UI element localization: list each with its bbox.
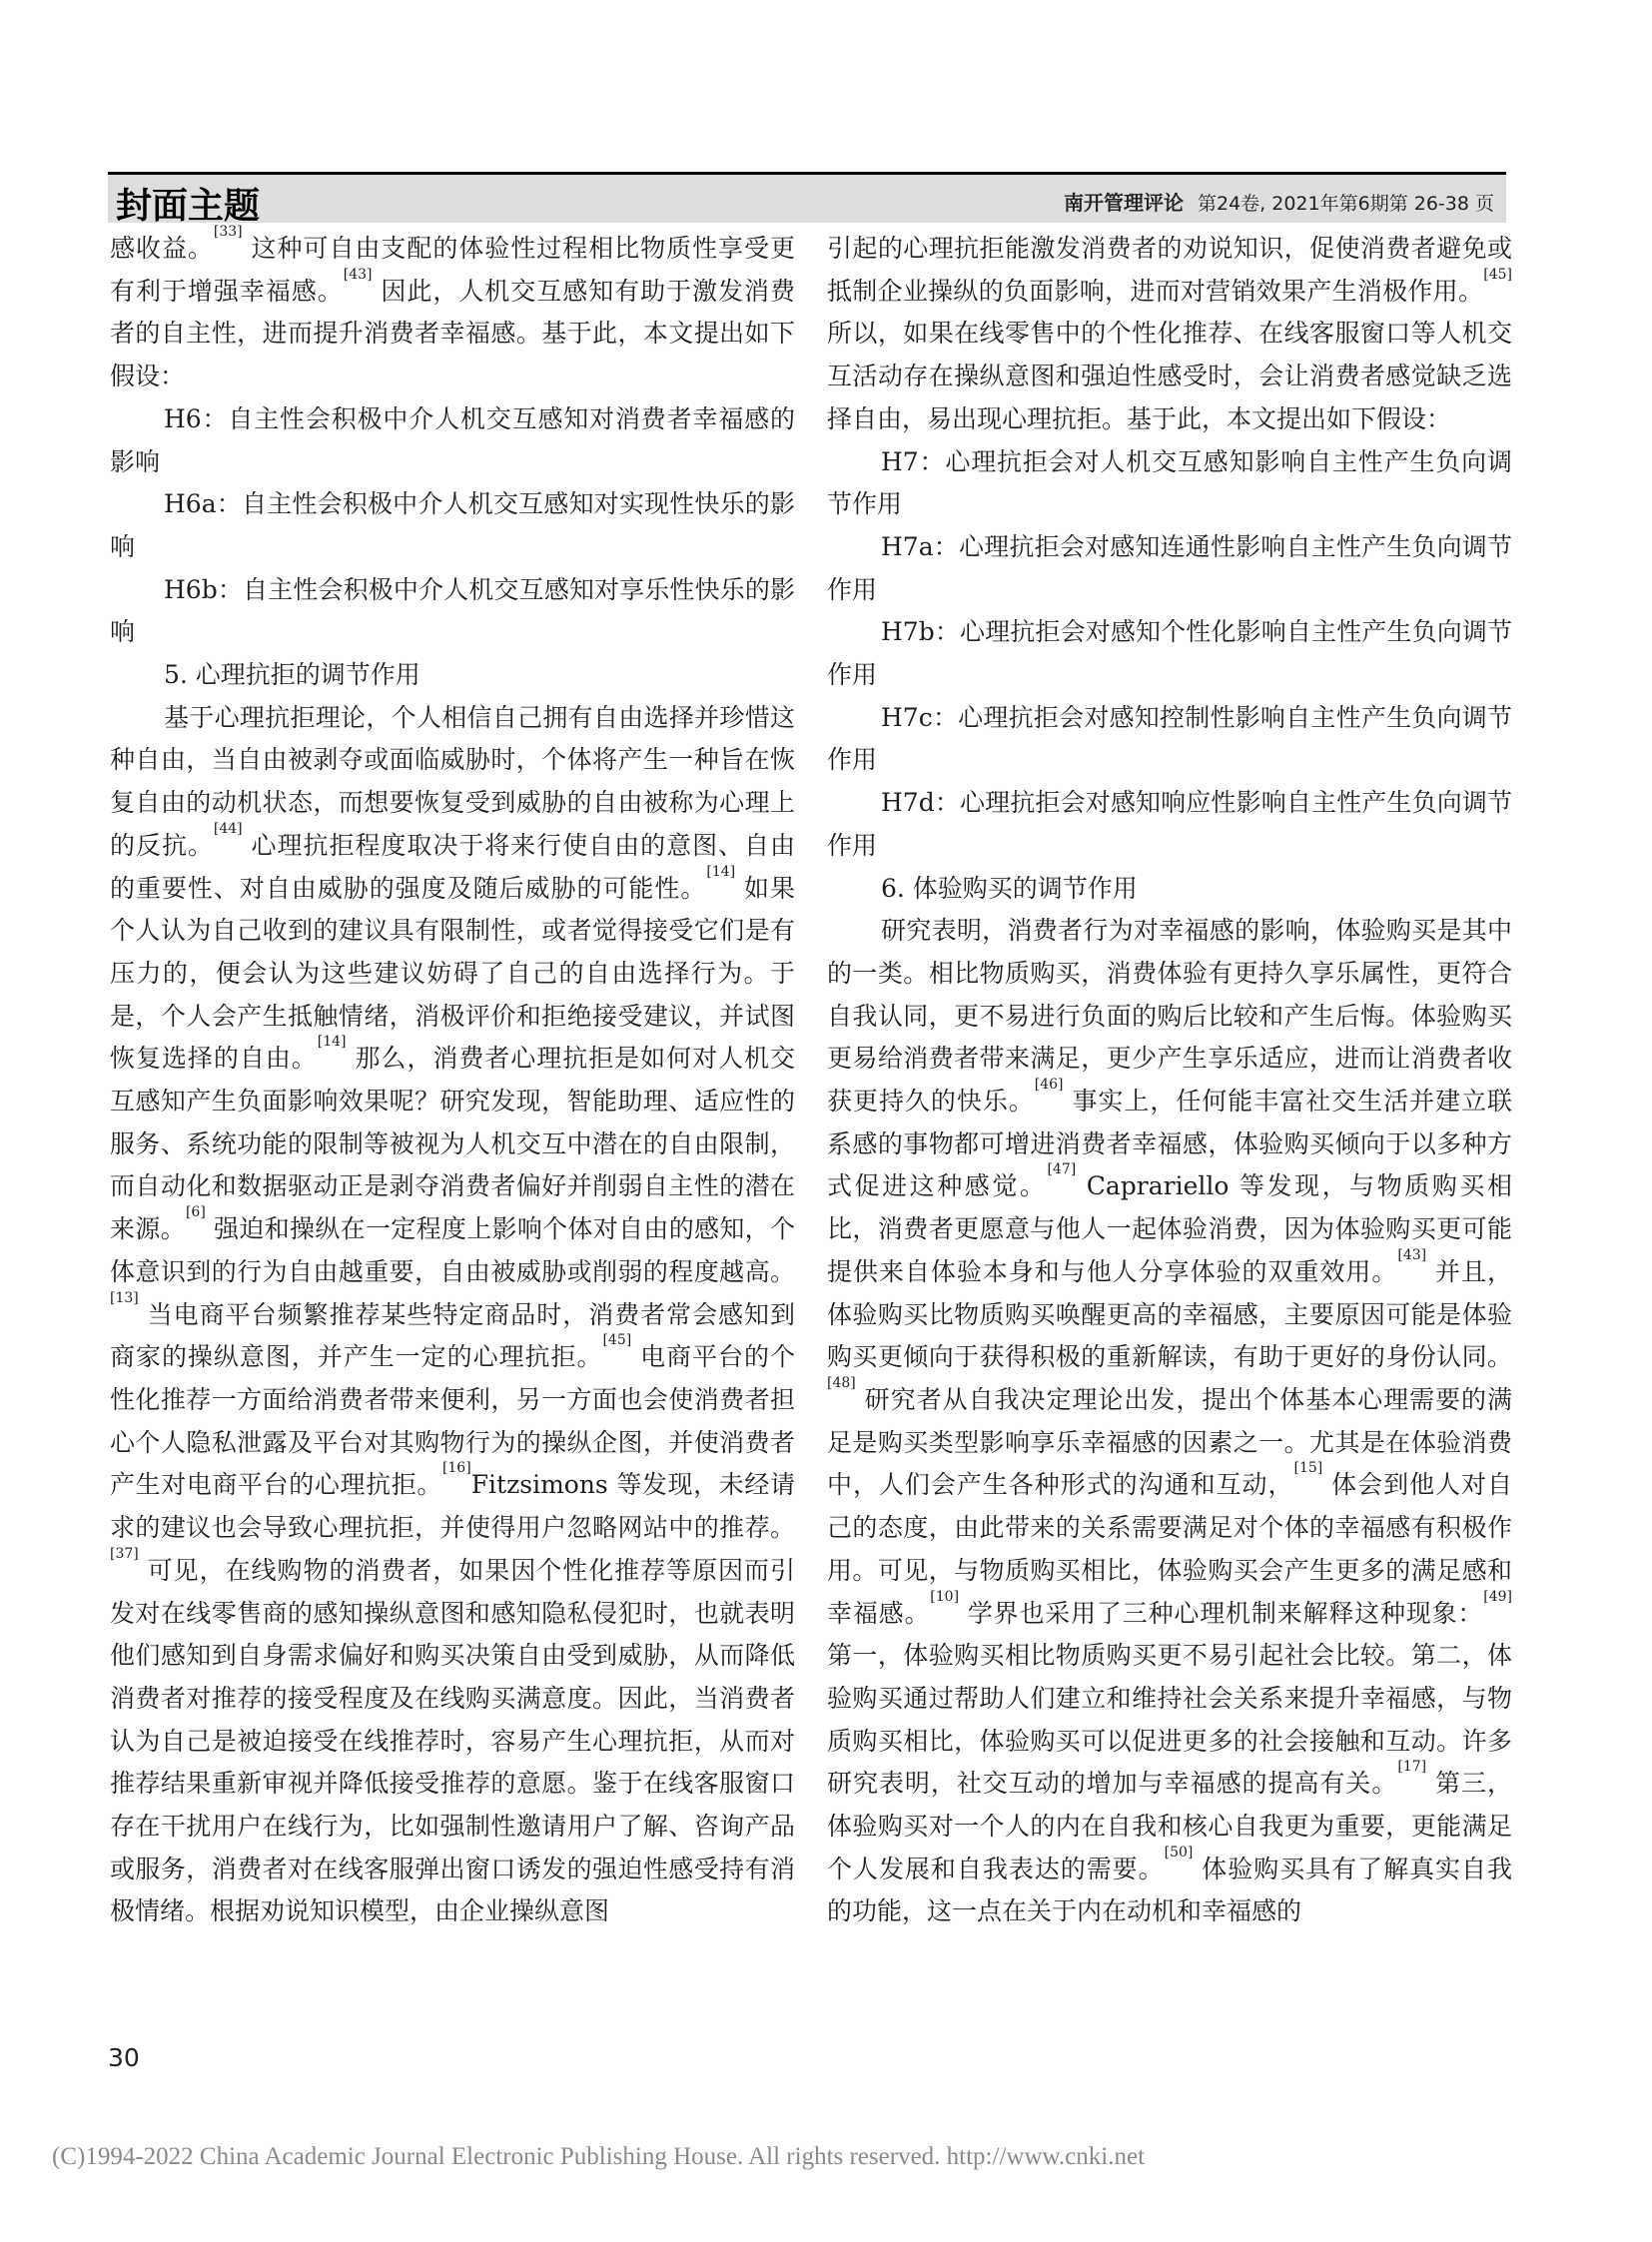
right-column — [827, 228, 1512, 1933]
issue-info: 第24卷, 2021年第6期第 26-38 页 — [1198, 193, 1494, 215]
paragraph: H7d：心理抗拒会对感知响应性影响自主性产生负向调节作用 — [827, 788, 1512, 860]
paragraph: H7a：心理抗拒会对感知连通性影响自主性产生负向调节作用 — [827, 531, 1512, 604]
page-number: 30 — [108, 2043, 140, 2072]
copyright-notice: (C)1994-2022 China Academic Journal Electronic Publishing House. All rights reserved. http://www.cnki.net — [52, 2143, 1146, 2170]
paragraph: H6：自主性会积极中介人机交互感知对消费者幸福感的影响 — [110, 403, 795, 476]
paragraph: 感收益。[33] 这种可自由支配的体验性过程相比物质性享受更有利于增强幸福感。[43] 因此，人机交互感知有助于激发消费者的自主性，进而提升消费者幸福感。基于此，本文提出如下假设： — [110, 224, 795, 391]
paragraph: H7b：心理抗拒会对感知个性化影响自主性产生负向调节作用 — [827, 617, 1512, 690]
running-header — [108, 172, 1506, 227]
paragraph: 引起的心理抗拒能激发消费者的劝说知识，促使消费者避免或抵制企业操纵的负面影响，进而对营销效果产生消极作用。[45] 所以，如果在线零售中的个性化推荐、在线客服窗口等人机交互活动存在操纵意图和强迫性感受时，会让消费者感觉缺乏选择自由，易出现心理抗拒。基于此，本文提出如下假设： — [827, 234, 1512, 433]
journal-info — [1064, 187, 1494, 216]
paragraph: H6a：自主性会积极中介人机交互感知对实现性快乐的影响 — [110, 489, 795, 561]
paragraph: H7c：心理抗拒会对感知控制性影响自主性产生负向调节作用 — [827, 702, 1512, 775]
left-column — [110, 224, 795, 1933]
paragraph: 6. 体验购买的调节作用 — [881, 873, 1138, 903]
paragraph: 基于心理抗拒理论，个人相信自己拥有自由选择并珍惜这种自由，当自由被剥夺或面临威胁时，个体将产生一种旨在恢复自由的动机状态，而想要恢复受到威胁的自由被称为心理上的反抗。[44] 心理抗拒程度取决于将来行使自由的意图、自由的重要性、对自由威胁的强度及随后威胁的可能性。[14] 如果个人认为自己收到的建议具有限制性，或者觉得接受它们是有压力的，便会认为这些建议妨碍了自己的自由选择行为。于是，个人会产生抵触情绪，消极评价和拒绝接受建议，并试图恢复选择的自由。[14] 那么，消费者心理抗拒是如何对人机交互感知产生负面影响效果呢？研究发现，智能助理、适应性的服务、系统功能的限制等被视为人机交互中潜在的自由限制，而自动化和数据驱动正是剥夺消费者偏好并削弱自主性的潜在来源。[6] 强迫和操纵在一定程度上影响个体对自由的感知，个体意识到的行为自由越重要，自由被威胁或削弱的程度越高。[13] 当电商平台频繁推荐某些特定商品时，消费者常会感知到商家的操纵意图，并产生一定的心理抗拒。[45] 电商平台的个性化推荐一方面给消费者带来便利，另一方面也会使消费者担心个人隐私泄露及平台对其购物行为的操纵企图，并使消费者产生对电商平台的心理抗拒。[16]Fitzsimons 等发现，未经请求的建议也会导致心理抗拒，并使得用户忽略网站中的推荐。[37] 可见，在线购物的消费者，如果因个性化推荐等原因而引发对在线零售商的感知操纵意图和感知隐私侵犯时，也就表明他们感知到自身需求偏好和购买决策自由受到威胁，从而降低消费者对推荐的接受程度及在线购买满意度。因此，当消费者认为自己是被迫接受在线推荐时，容易产生心理抗拒，从而对推荐结果重新审视并降低接受推荐的意愿。鉴于在线客服窗口存在干扰用户在线行为，比如强制性邀请用户了解、咨询产品或服务，消费者对在线客服弹出窗口诱发的强迫性感受持有消极情绪。根据劝说知识模型，由企业操纵意图 — [110, 702, 795, 1926]
paragraph: 研究表明，消费者行为对幸福感的影响，体验购买是其中的一类。相比物质购买，消费体验有更持久享乐属性，更符合自我认同，更不易进行负面的购后比较和产生后悔。体验购买更易给消费者带来满足，更少产生享乐适应，进而让消费者收获更持久的快乐。[46] 事实上，任何能丰富社交生活并建立联系感的事物都可增进消费者幸福感，体验购买倾向于以多种方式促进这种感觉。[47] Caprariello 等发现，与物质购买相比，消费者更愿意与他人一起体验消费，因为体验购买更可能提供来自体验本身和与他人分享体验的双重效用。[43] 并且，体验购买比物质购买唤醒更高的幸福感，主要原因可能是体验购买更倾向于获得积极的重新解读，有助于更好的身份认同。[48] 研究者从自我决定理论出发，提出个体基本心理需要的满足是购买类型影响享乐幸福感的因素之一。尤其是在体验消费中，人们会产生各种形式的沟通和互动，[15] 体会到他人对自己的态度，由此带来的关系需要满足对个体的幸福感有积极作用。可见，与物质购买相比，体验购买会产生更多的满足感和幸福感。[10] 学界也采用了三种心理机制来解释这种现象：[49] 第一，体验购买相比物质购买更不易引起社会比较。第二，体验购买通过帮助人们建立和维持社会关系来提升幸福感，与物质购买相比，体验购买可以促进更多的社会接触和互动。许多研究表明，社交互动的增加与幸福感的提高有关。[17] 第三，体验购买对一个人的内在自我和核心自我更为重要，更能满足个人发展和自我表达的需要。[50] 体验购买具有了解真实自我的功能，这一点在关于内在动机和幸福感的 — [827, 916, 1512, 1926]
paragraph: 5. 心理抗拒的调节作用 — [164, 660, 420, 690]
section-title: 封面主题 — [116, 186, 261, 227]
journal-name: 南开管理评论 — [1064, 191, 1184, 215]
paragraph: H7：心理抗拒会对人机交互感知影响自主性产生负向调节作用 — [827, 446, 1512, 519]
paragraph: H6b：自主性会积极中介人机交互感知对享乐性快乐的影响 — [110, 574, 795, 647]
